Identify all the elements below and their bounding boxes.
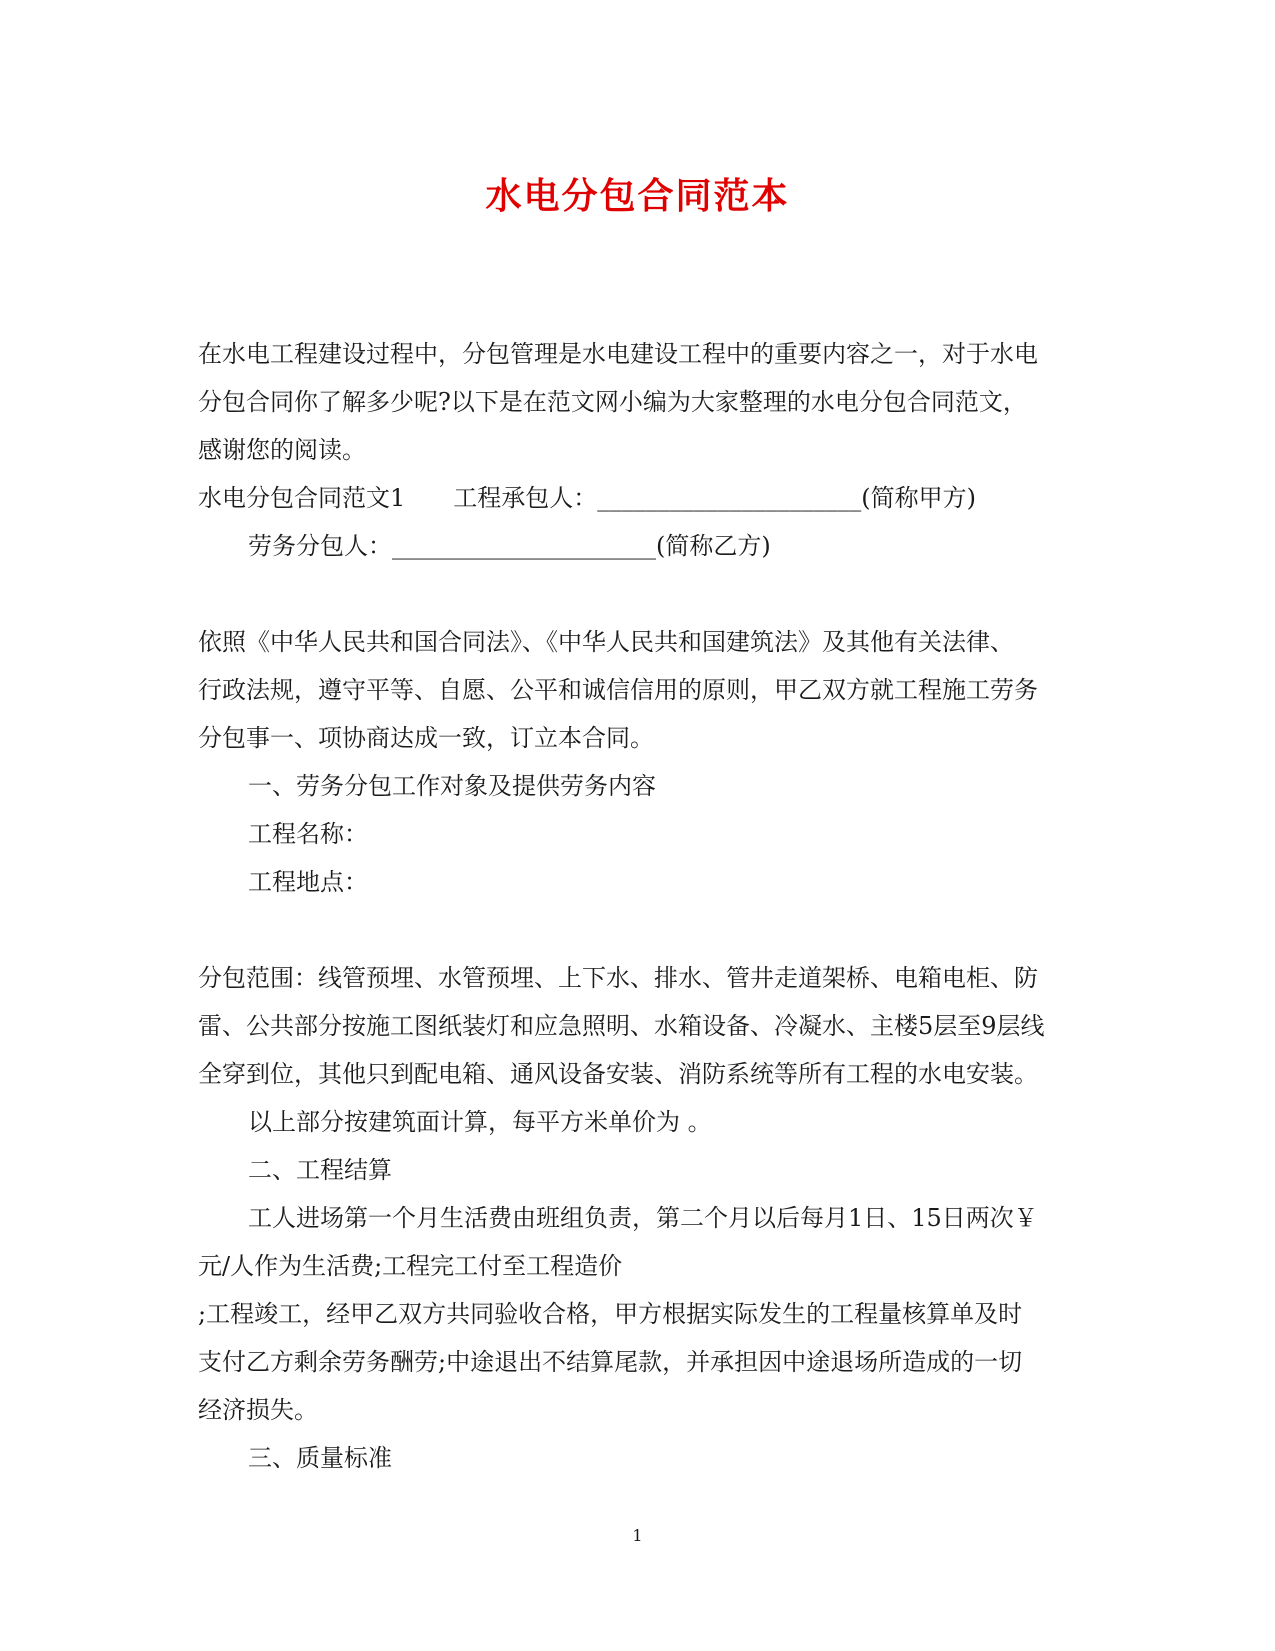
section2-heading: 二、工程结算 — [248, 1156, 392, 1184]
project-location-label: 工程地点： — [248, 868, 368, 896]
intro-paragraph — [198, 330, 1078, 474]
scope-line: 雷、公共部分按施工图纸装灯和应急照明、水箱设备、冷凝水、主楼5层至9层线 — [198, 1012, 1045, 1040]
scope-line: 分包范围：线管预埋、水管预埋、上下水、排水、管井走道架桥、电箱电柜、防 — [198, 964, 1038, 992]
settlement-line: 支付乙方剩余劳务酬劳;中途退出不结算尾款，并承担因中途退场所造成的一切 — [198, 1348, 1023, 1376]
scope-paragraph — [198, 954, 1078, 1098]
intro-line: 分包合同你了解多少呢?以下是在范文网小编为大家整理的水电分包合同范文， — [198, 388, 1027, 416]
basis-line: 分包事一、项协商达成一致，订立本合同。 — [198, 724, 654, 752]
settlement-line: 工人进场第一个月生活费由班组负责，第二个月以后每月1日、15日两次￥ — [248, 1204, 1038, 1232]
document-title: 水电分包合同范本 — [485, 175, 790, 217]
paragraph-gap — [198, 906, 1078, 954]
settlement-line: 元/人作为生活费;工程完工付至工程造价 — [198, 1252, 623, 1280]
basis-paragraph — [198, 618, 1078, 762]
intro-line: 感谢您的阅读。 — [198, 436, 366, 464]
scope-line: 全穿到位，其他只到配电箱、通风设备安装、消防系统等所有工程的水电安装。 — [198, 1060, 1038, 1088]
intro-line: 在水电工程建设过程中，分包管理是水电建设工程中的重要内容之一，对于水电 — [198, 340, 1038, 368]
section1-heading: 一、劳务分包工作对象及提供劳务内容 — [248, 772, 656, 800]
contractor-line: 水电分包合同范文1 工程承包人：______________________(简称甲方) — [198, 484, 976, 512]
settlement-paragraph — [198, 1290, 1078, 1434]
basis-line: 行政法规，遵守平等、自愿、公平和诚信信用的原则，甲乙双方就工程施工劳务 — [198, 676, 1038, 704]
document-body — [198, 330, 1078, 1482]
page-number: 1 — [632, 1526, 643, 1545]
basis-line: 依照《中华人民共和国合同法》、《中华人民共和国建筑法》及其他有关法律、 — [198, 628, 1014, 656]
unit-price-line: 以上部分按建筑面计算，每平方米单价为 。 — [248, 1108, 712, 1136]
section3-heading: 三、质量标准 — [248, 1444, 392, 1472]
settlement-line: 经济损失。 — [198, 1396, 318, 1424]
project-name-label: 工程名称： — [248, 820, 368, 848]
paragraph-gap — [198, 570, 1078, 618]
settlement-line: ;工程竣工，经甲乙双方共同验收合格，甲方根据实际发生的工程量核算单及时 — [198, 1300, 1023, 1328]
subcontractor-line: 劳务分包人：______________________(简称乙方) — [248, 532, 771, 560]
settlement-paragraph — [198, 1194, 1078, 1290]
